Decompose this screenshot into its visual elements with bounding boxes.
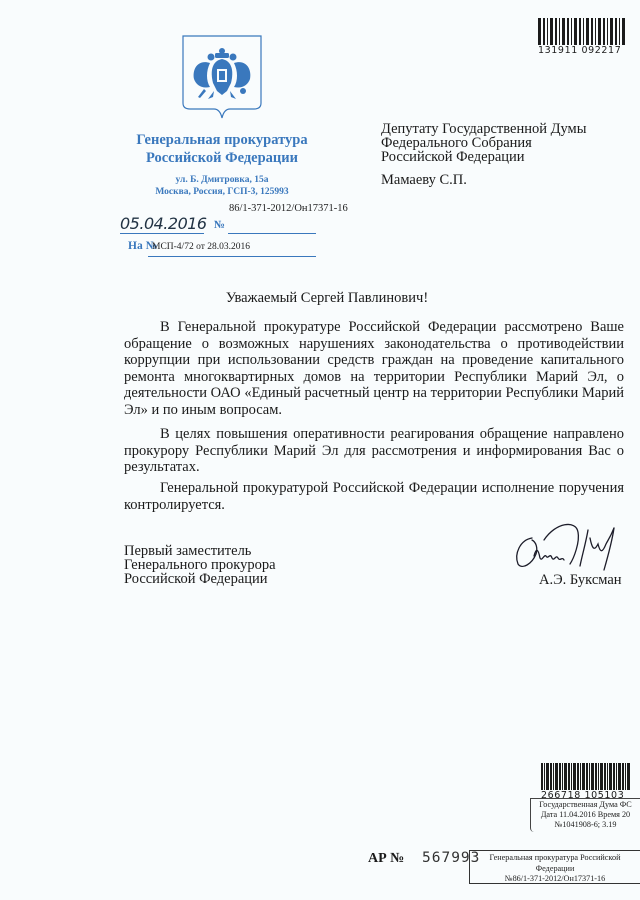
barcode-bar (577, 763, 579, 790)
duma-registration-stamp (530, 798, 640, 832)
barcode-bar (562, 18, 565, 45)
barcode-bar (610, 18, 613, 45)
paragraph-text: В Генеральной прокуратуре Российской Федерации рассмотрено Ваше обращение о возможных нарушениях законодательства о противодействии коррупции при использовании средств граждан на проведение капитального ремонта многоквартирных домов на территории Республики Марий Эл, о деятельности ОАО «Единый расчетный центр на территории Республики Марий Эл» и по иным вопросам. (124, 319, 624, 418)
duma-stamp-line2: Дата 11.04.2016 Время 20 (540, 810, 631, 819)
barcode-bar (582, 763, 585, 790)
barcode-bar (546, 763, 549, 790)
barcode-bar (567, 18, 569, 45)
signer-title-line3: Российской Федерации (124, 571, 268, 587)
number-label: № (214, 219, 226, 231)
org-name-line2: Российской Федерации (145, 150, 298, 166)
barcode-bar (564, 763, 567, 790)
greeting: Уважаемый Сергей Павлинович! (225, 290, 429, 306)
org-address-line2: Москва, Россия, ГСП-3, 125993 (155, 187, 289, 197)
barcode-bottom-digits: 266718 105103 (541, 790, 625, 801)
paragraph-3 (124, 480, 624, 513)
org-address-line1: ул. Б. Дмитровка, 15а (175, 175, 269, 185)
barcode-bar (547, 18, 548, 45)
barcode-bar (550, 763, 552, 790)
ap-number: 567993 (422, 850, 481, 866)
barcode-top (538, 18, 640, 56)
barcode-bar (613, 763, 615, 790)
barcode-bar (550, 18, 553, 45)
barcode-bar (555, 763, 558, 790)
date-underline (120, 233, 204, 234)
barcode-bar (573, 763, 576, 790)
signature-icon (510, 518, 630, 574)
barcode-bar (591, 18, 593, 45)
barcode-icon (538, 18, 640, 45)
org-name-line1: Генеральная прокуратура (136, 132, 308, 148)
signer-title (124, 544, 276, 586)
outgoing-number: 86/1-371-2012/Он17371-16 (229, 203, 348, 214)
barcode-bar (586, 18, 589, 45)
barcode-bar (616, 763, 617, 790)
barcode-bar (595, 18, 596, 45)
reply-reference: МСП-4/72 от 28.03.2016 (152, 242, 250, 252)
barcode-bar (591, 763, 594, 790)
signer-name: А.Э. Буксман (539, 572, 622, 588)
number-underline (228, 233, 316, 234)
barcode-bar (619, 18, 620, 45)
barcode-bar (598, 763, 599, 790)
gp-stamp-line1: Генеральная прокуратура Российской (489, 853, 621, 862)
addressee (381, 122, 586, 164)
paragraph-text: В целях повышения оперативности реагирования обращение направлено прокурору Республики Марий Эл для рассмотрения и информирования Вас о результатах. (124, 426, 624, 475)
barcode-bar (615, 18, 617, 45)
barcode-bar (604, 763, 606, 790)
paragraph-text: Генеральной прокуратурой Российской Федерации исполнение поручения контролируется. (124, 480, 624, 513)
barcode-bar (600, 763, 603, 790)
signer-title-line2: Генерального прокурора (124, 557, 276, 573)
barcode-bar (538, 18, 541, 45)
barcode-bar (589, 763, 590, 790)
paragraph-1 (124, 319, 624, 418)
barcode-bar (607, 18, 608, 45)
barcode-bar (559, 763, 561, 790)
barcode-bar (571, 763, 572, 790)
barcode-top-digits: 131911 092217 (538, 45, 622, 56)
barcode-bar (627, 763, 630, 790)
gp-stamp-line3: №86/1-371-2012/Он17371-16 (504, 874, 606, 883)
addressee-line3: Российской Федерации (381, 149, 525, 165)
barcode-bar (622, 763, 624, 790)
ap-label: АР № (368, 851, 405, 866)
duma-stamp-line3: №1041908-6; 3.19 (554, 820, 617, 829)
barcode-bar (625, 763, 626, 790)
barcode-bar (607, 763, 608, 790)
signer-title-line1: Первый заместитель (124, 543, 252, 559)
reply-label: На № (128, 240, 158, 252)
barcode-icon (541, 763, 640, 790)
barcode-bar (562, 763, 563, 790)
barcode-bar (579, 18, 581, 45)
barcode-bar (544, 763, 545, 790)
addressee-name: Мамаеву С.П. (381, 172, 467, 188)
addressee-line2: Федерального Собрания (381, 135, 532, 151)
reply-underline (148, 256, 316, 257)
emblem-icon (180, 33, 264, 121)
barcode-bar (580, 763, 581, 790)
barcode-bottom (541, 763, 640, 801)
barcode-bar (555, 18, 557, 45)
barcode-bar (553, 763, 554, 790)
barcode-bar (574, 18, 577, 45)
paragraph-2 (124, 426, 624, 476)
barcode-bar (541, 763, 543, 790)
barcode-bar (559, 18, 560, 45)
addressee-line1: Депутату Государственной Думы (381, 121, 587, 137)
barcode-bar (622, 18, 625, 45)
barcode-bar (586, 763, 588, 790)
prosecutor-registration-stamp (469, 850, 640, 884)
barcode-bar (595, 763, 597, 790)
letter-date: 05.04.2016 (120, 214, 207, 233)
barcode-bar (618, 763, 621, 790)
barcode-bar (583, 18, 584, 45)
barcode-bar (609, 763, 612, 790)
barcode-bar (603, 18, 605, 45)
barcode-bar (543, 18, 545, 45)
gp-stamp-line2: Федерации (535, 863, 575, 873)
barcode-bar (571, 18, 572, 45)
barcode-bar (568, 763, 570, 790)
duma-stamp-line1: Государственная Дума ФС (539, 800, 632, 809)
barcode-bar (598, 18, 601, 45)
